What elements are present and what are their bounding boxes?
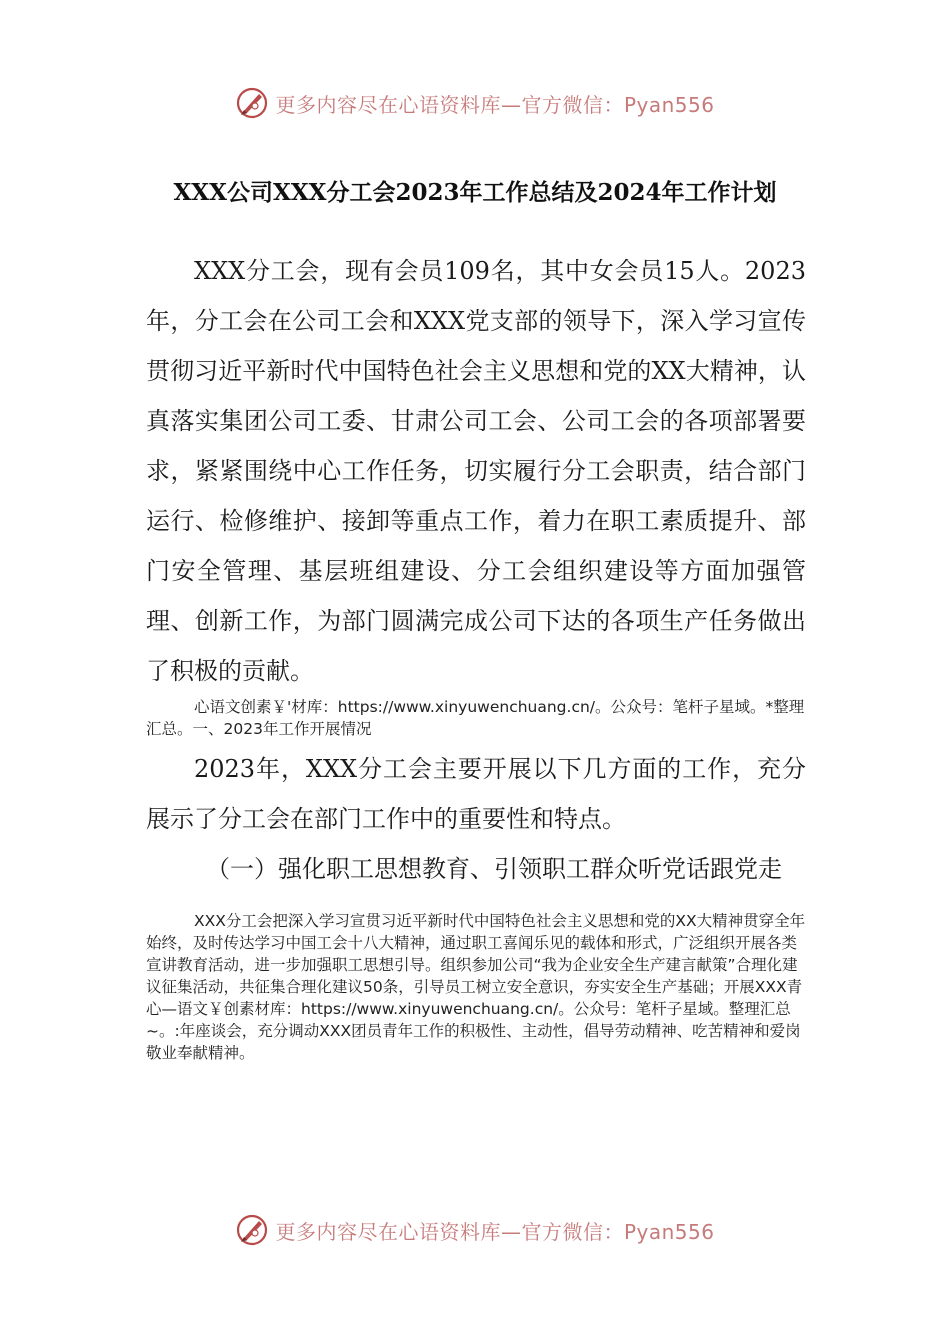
summary-paragraph: 2023年，XXX分工会主要开展以下几方面的工作，充分展示了分工会在部门工作中的重要性和特点。 — [146, 755, 806, 833]
pen-logo-icon — [235, 86, 269, 120]
header-banner-inner — [235, 86, 714, 120]
header-banner-text: 更多内容尽在心语资料库—官方微信：Pyan556 — [275, 92, 715, 117]
footer-banner — [0, 1205, 950, 1255]
source-note: 心语文创素￥'材库：https://www.xinyuwenchuang.cn/。公众号：笔杆子星域。*整理汇总。一、2023年工作开展情况 — [146, 698, 805, 738]
header-banner — [0, 78, 950, 128]
footer-banner-inner — [235, 1213, 714, 1247]
document-title: XXX公司XXX分工会2023年工作总结及2024年工作计划 — [173, 179, 777, 206]
pen-logo-icon — [235, 1213, 269, 1247]
section-heading: （一）强化职工思想教育、引领职工群众听党话跟党走 — [206, 855, 782, 883]
footer-banner-text: 更多内容尽在心语资料库—官方微信：Pyan556 — [275, 1219, 715, 1244]
intro-paragraph: XXX分工会，现有会员109名，其中女会员15人。2023年，分工会在公司工会和XXX党支部的领导下，深入学习宣传贯彻习近平新时代中国特色社会主义思想和党的XX大精神，认真落实集团公司工委、甘肃公司工会、公司工会的各项部署要求，紧紧围绕中心工作任务，切实履行分工会职责，结合部门运行、检修维护、接卸等重点工作，着力在职工素质提升、部门安全管理、基层班组建设、分工会组织建设等方面加强管理、创新工作，为部门圆满完成公司下达的各项生产任务做出了积极的贡献。 — [146, 257, 806, 685]
section-body: XXX分工会把深入学习宣贯习近平新时代中国特色社会主义思想和党的XX大精神贯穿全年始终，及时传达学习中国工会十八大精神，通过职工喜闻乐见的载体和形式，广泛组织开展各类宣讲教育活动，进一步加强职工思想引导。组织参加公司“我为企业安全生产建言献策”合理化建议征集活动，共征集合理化建议50条，引导员工树立安全意识，夯实安全生产基础；开展XXX青心—语文￥创素材库：https://www.xinyuwenchuang.cn/。公众号：笔杆子星域。整理汇总~。:年座谈会，充分调动XXX团员青年工作的积极性、主动性，倡导劳动精神、吃苦精神和爱岗敬业奉献精神。 — [146, 912, 806, 1062]
document-body — [146, 246, 806, 1064]
